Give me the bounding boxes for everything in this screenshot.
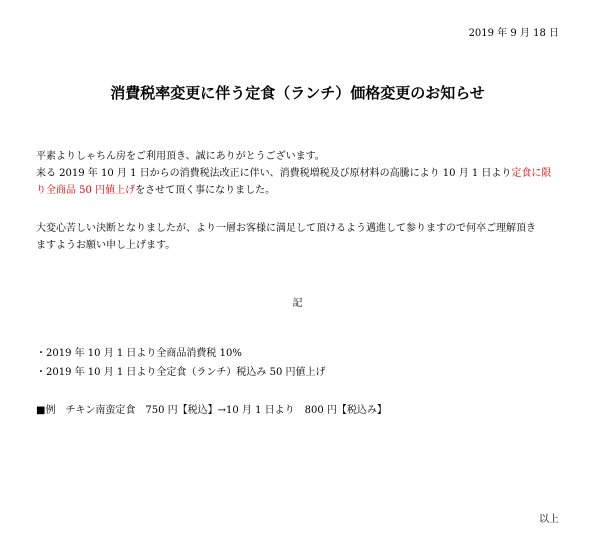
price-example: ■例 チキン南蛮定食 750 円【税込】→10 月 1 日より 800 円【税込み】 bbox=[36, 405, 387, 416]
list-item: ・2019 年 10 月 1 日より全定食（ランチ）税込み 50 円値上げ bbox=[36, 367, 326, 378]
notice-highlight: 定食に限 bbox=[511, 168, 552, 179]
notice-line-1 bbox=[36, 165, 551, 182]
apology-line-2: ますようお願い申し上げます。 bbox=[36, 240, 176, 251]
closing-text: 以上 bbox=[539, 514, 559, 525]
notice-highlight-2: り全商品 50 円値上げ bbox=[36, 185, 136, 196]
notice-text-2: をさせて頂く事になりました。 bbox=[135, 185, 276, 196]
notice-line-2 bbox=[36, 182, 275, 199]
notice-text: 来る 2019 年 10 月 1 日からの消費税法改正に伴い、消費税増税及び原材料の高騰により 10 月 1 日より bbox=[36, 168, 512, 179]
greeting-line: 平素よりしゃちん房をご利用頂き、誠にありがとうございます。 bbox=[36, 151, 325, 162]
apology-line-1: 大変心苦しい決断となりましたが、より一層お客様に満足して頂けるよう邁進して参りますので何卒ご理解頂き bbox=[36, 223, 536, 234]
document-date: 2019 年 9 月 18 日 bbox=[468, 28, 559, 39]
list-item: ・2019 年 10 月 1 日より全商品消費税 10% bbox=[36, 348, 242, 359]
document-title: 消費税率変更に伴う定食（ランチ）価格変更のお知らせ bbox=[110, 84, 485, 102]
ki-heading: 記 bbox=[292, 298, 303, 309]
